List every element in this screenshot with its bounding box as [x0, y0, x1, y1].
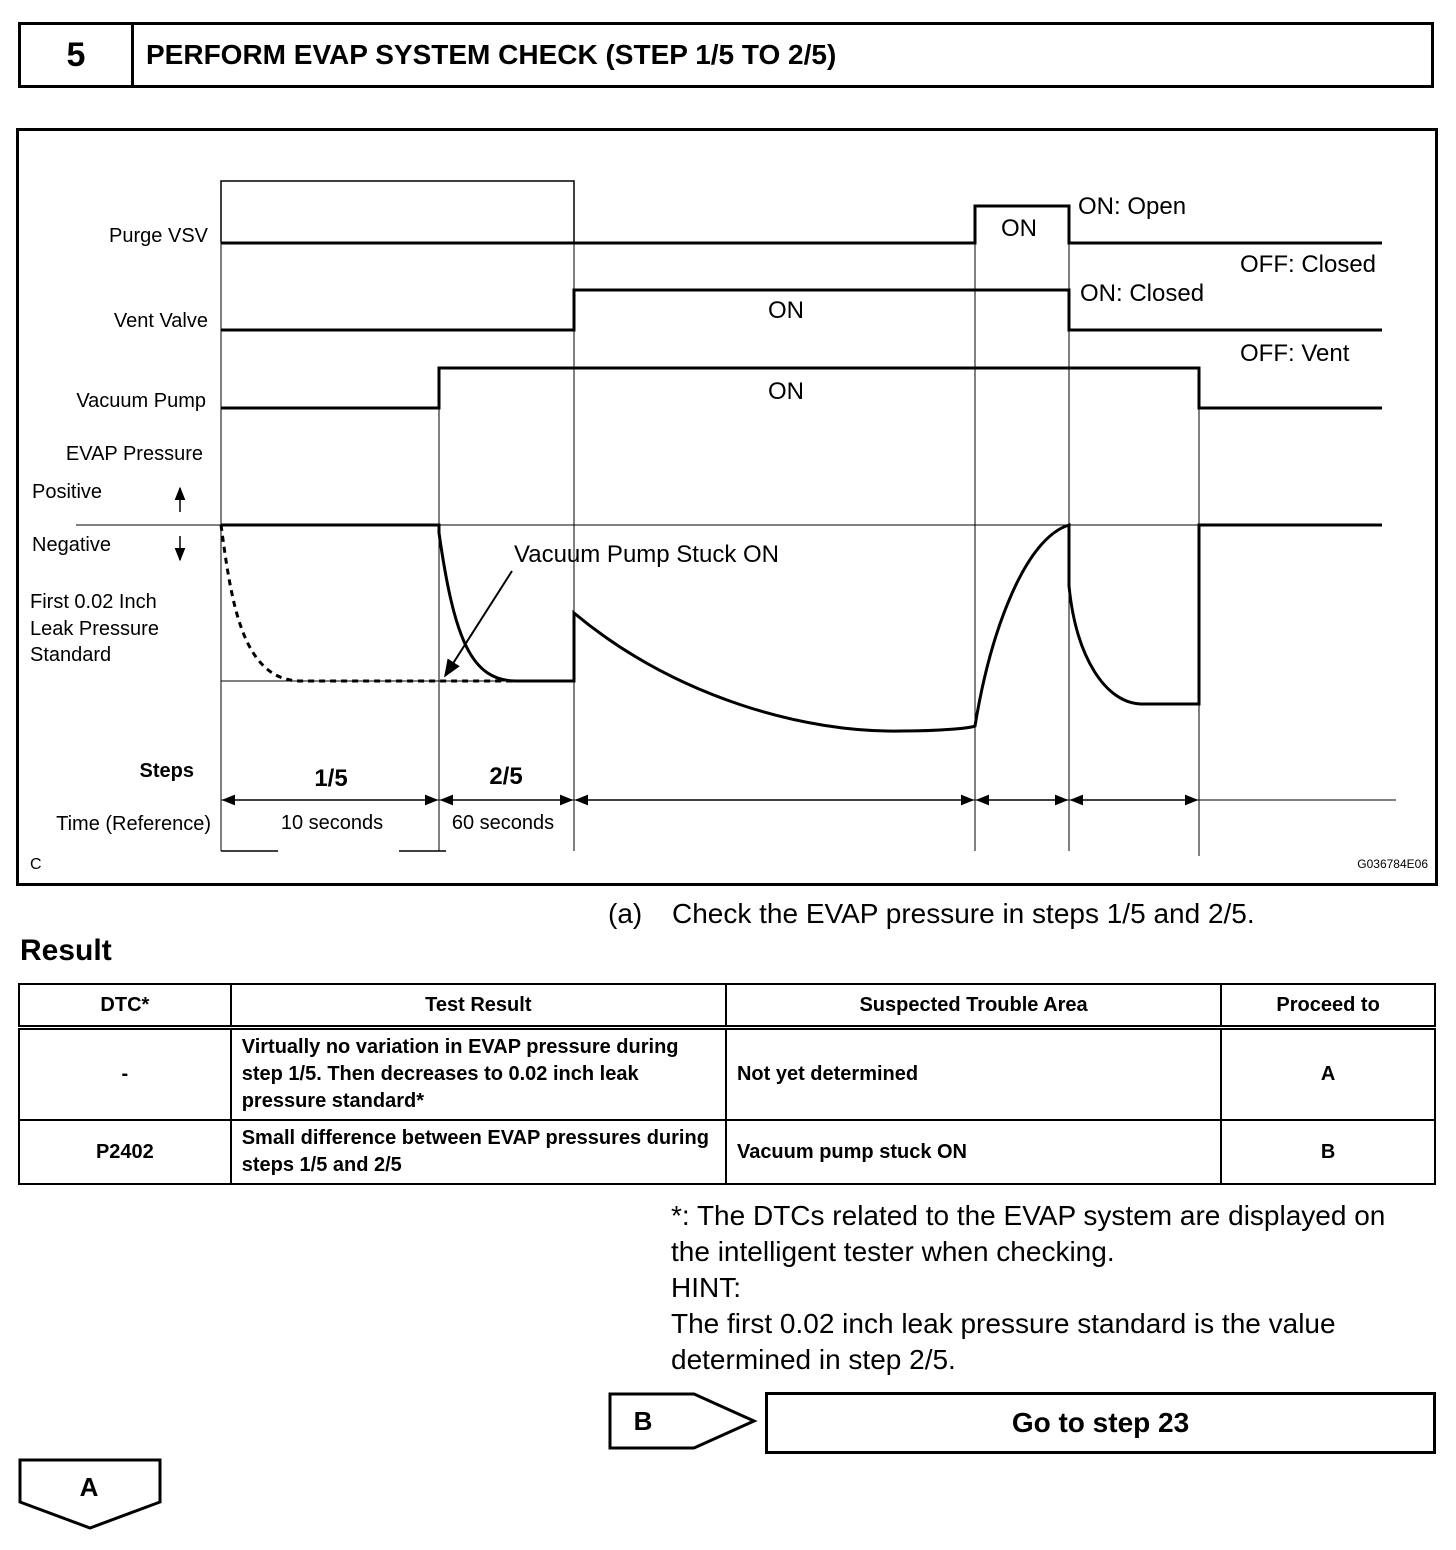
purge-vsv-trace — [221, 206, 1382, 243]
figure-id: G036784E06 — [1357, 857, 1428, 871]
time-gridlines — [221, 181, 1199, 856]
test-result-cell: Small difference between EVAP pressures during steps 1/5 and 2/5 — [231, 1120, 726, 1184]
legend-on-closed: ON: Closed — [1080, 280, 1205, 307]
area-cell: Vacuum pump stuck ON — [726, 1120, 1221, 1184]
legend-on-open: ON: Open — [1078, 193, 1187, 220]
instruction-text: Check the EVAP pressure in steps 1/5 and 2/5. — [672, 898, 1255, 929]
legend-off-closed: OFF: Closed — [1240, 251, 1377, 278]
vent-valve-on-label: ON — [768, 297, 804, 324]
dtc-cell: P2402 — [19, 1120, 231, 1184]
label-leak-standard-3: Standard — [30, 644, 112, 666]
result-table — [18, 983, 1436, 1185]
time-10-seconds: 10 seconds — [280, 812, 384, 834]
corner-letter: C — [30, 856, 42, 873]
label-vent-valve: Vent Valve — [113, 310, 208, 332]
proceed-b-button[interactable] — [608, 1392, 758, 1450]
step-number: 5 — [21, 25, 134, 85]
timing-diagram — [16, 128, 1438, 886]
step-1-5: 1/5 — [314, 765, 348, 792]
time-60-seconds: 60 seconds — [451, 812, 555, 834]
col-proceed-to: Proceed to — [1221, 984, 1435, 1028]
section-title: PERFORM EVAP SYSTEM CHECK (STEP 1/5 TO 2/5) — [146, 39, 837, 70]
purge-vsv-thin-box — [221, 181, 574, 243]
instruction-label: (a) — [608, 898, 643, 929]
col-suspected-area: Suspected Trouble Area — [726, 984, 1221, 1028]
hint-label: HINT: — [671, 1272, 741, 1303]
test-result-cell: Virtually no variation in EVAP pressure during step 1/5. Then decreases to 0.02 inch leak pressure standard* — [231, 1028, 726, 1121]
dtc-cell: - — [19, 1028, 231, 1121]
step-2-5: 2/5 — [489, 763, 523, 790]
instruction-a — [608, 898, 1255, 930]
evap-pressure-trace — [221, 525, 1382, 731]
proceed-cell: B — [1221, 1120, 1435, 1184]
area-cell: Not yet determined — [726, 1028, 1221, 1121]
stuck-on-label: Vacuum Pump Stuck ON — [514, 541, 779, 568]
label-vacuum-pump: Vacuum Pump — [76, 390, 206, 412]
col-test-result: Test Result — [231, 984, 726, 1028]
label-negative: Negative — [32, 534, 111, 556]
label-time-reference: Time (Reference) — [56, 813, 211, 835]
footnote: *: The DTCs related to the EVAP system are displayed on the intelligent tester when checking. — [671, 1200, 1386, 1267]
section-header — [18, 22, 1434, 88]
label-positive: Positive — [32, 481, 103, 503]
table-row — [19, 1120, 1435, 1184]
legend-off-vent: OFF: Vent — [1240, 340, 1350, 367]
proceed-cell: A — [1221, 1028, 1435, 1121]
go-to-step-23-box[interactable] — [765, 1392, 1436, 1454]
a-label: A — [79, 1472, 99, 1502]
result-heading: Result — [20, 934, 112, 967]
col-dtc: DTC* — [19, 984, 231, 1028]
b-label: B — [633, 1406, 653, 1436]
table-header-row — [19, 984, 1435, 1028]
vacuum-pump-on-label: ON — [768, 378, 804, 405]
label-leak-standard-1: First 0.02 Inch — [30, 591, 157, 613]
proceed-a-button[interactable] — [18, 1458, 164, 1532]
stuck-pointer-arrow — [445, 571, 512, 676]
purge-vsv-on-label: ON — [1001, 215, 1037, 242]
hint-text: The first 0.02 inch leak pressure standard is the value determined in step 2/5. — [671, 1308, 1336, 1375]
label-leak-standard-2: Leak Pressure — [30, 618, 159, 640]
label-purge-vsv: Purge VSV — [109, 225, 208, 247]
label-steps: Steps — [139, 760, 194, 782]
label-evap-pressure: EVAP Pressure — [65, 443, 203, 465]
go-to-step-text: Go to step 23 — [1011, 1407, 1190, 1438]
notes — [671, 1198, 1431, 1378]
table-row — [19, 1028, 1435, 1121]
